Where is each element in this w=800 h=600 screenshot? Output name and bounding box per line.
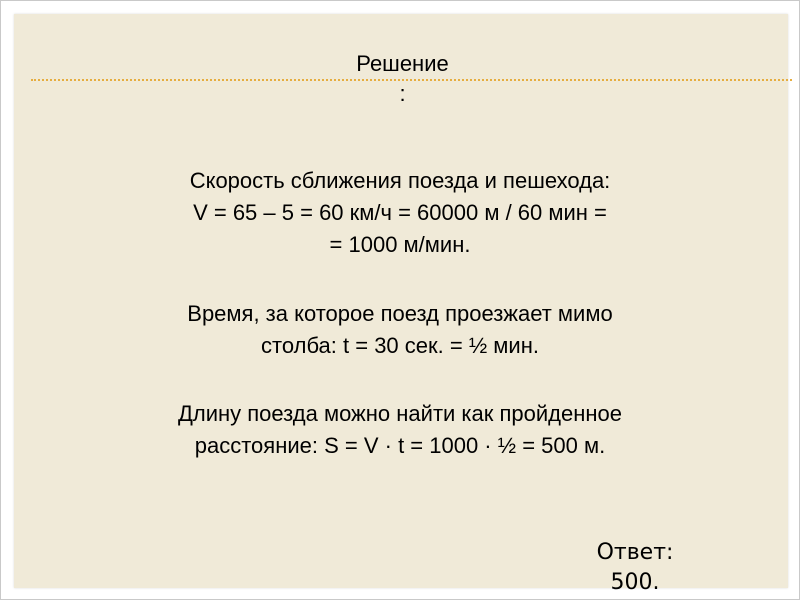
- paragraph-pass-time: [0, 298, 800, 362]
- text-line: Длину поезда можно найти как пройденное: [177, 401, 623, 426]
- answer-block: [560, 538, 710, 598]
- title-colon: :: [399, 81, 406, 106]
- title-text: Решение: [356, 51, 449, 76]
- slide-title: [0, 48, 800, 110]
- answer-label: Ответ:: [596, 540, 674, 565]
- text-line: Время, за которое поезд проезжает мимо: [187, 301, 613, 326]
- paragraph-train-length: [0, 398, 800, 462]
- answer-value: 500.: [610, 570, 660, 595]
- text-line: расстояние: S = V · t = 1000 · ½ = 500 м.: [194, 433, 606, 458]
- text-line: столба: t = 30 сек. = ½ мин.: [261, 333, 539, 358]
- text-line: V = 65 – 5 = 60 км/ч = 60000 м / 60 мин =: [193, 200, 607, 225]
- text-line: Скорость сближения поезда и пешехода:: [189, 168, 611, 193]
- text-line: = 1000 м/мин.: [329, 232, 471, 257]
- paragraph-approach-speed: [0, 165, 800, 261]
